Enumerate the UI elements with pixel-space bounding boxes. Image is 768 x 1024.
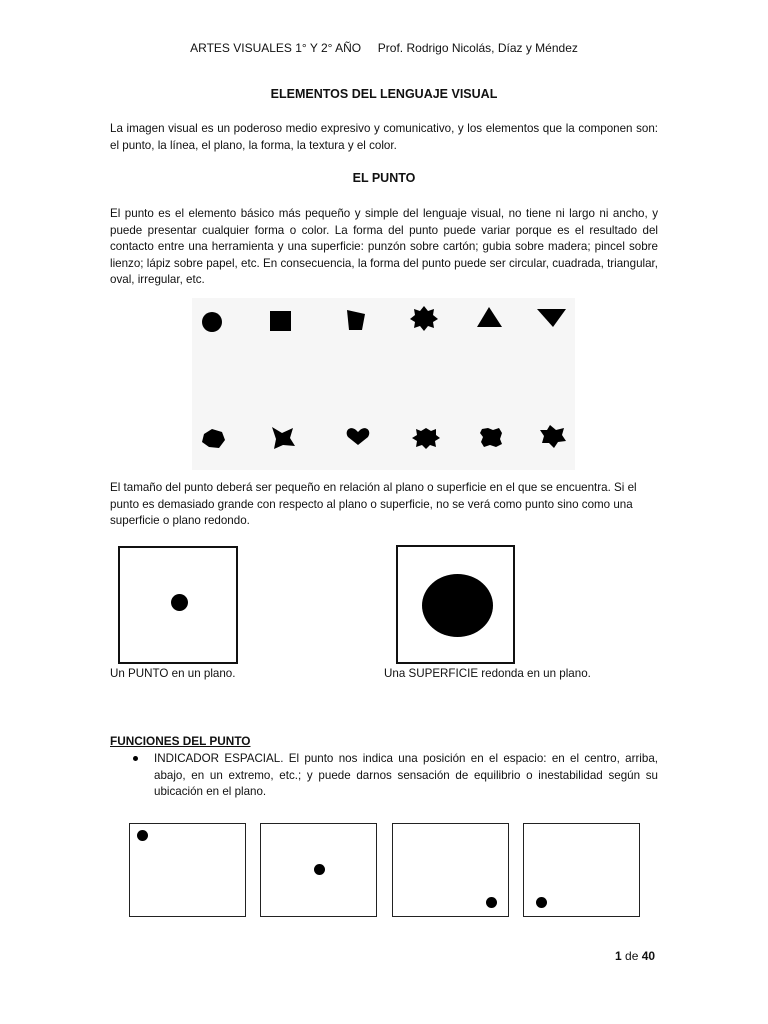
position-frame-bottom-left [523,823,640,917]
point-shapes-illustration [192,298,575,470]
rough-rect-dot [480,428,502,447]
punto-paragraph: El punto es el elemento básico más pequeño y simple del lenguaje visual, no tiene ni largo ni ancho, y puede presentar cualquier forma o color. La forma del punto puede variar porque es el resultado del contacto entre una herramienta y una superficie: punzón sobre cartón; gubia sobre madera; pincel sobre lienzo; lápiz sobre papel, etc. En consecuencia, la forma del punto puede ser circular, cuadrada, triangular, oval, irregular, etc. [110,207,658,286]
bullet-icon [133,756,138,761]
point-shapes-svg [192,298,575,470]
surface-plane-frame [396,545,515,664]
page-number [615,949,655,963]
teacher-label: Prof. Rodrigo Nicolás, Díaz y Méndez [377,41,578,55]
large-surface-dot [422,574,493,637]
position-dot [486,897,497,908]
inverted-triangle-dot [537,309,566,327]
point-plane-frame [118,546,238,664]
position-frame-center [260,823,377,917]
cross-dot [272,427,295,449]
circle-dot [202,312,222,332]
page-of-label: de [625,949,639,963]
current-page: 1 [615,949,622,963]
small-point-dot [171,594,188,611]
position-frame-bottom-right [392,823,509,917]
square-dot [270,311,291,331]
splat-dot [412,428,440,449]
rough-star-dot [540,425,566,448]
position-dot [314,864,325,875]
blob-dot [202,429,225,448]
caption-surface: Una SUPERFICIE redonda en un plano. [384,667,591,680]
course-label: ARTES VISUALES 1° Y 2° AÑO [190,41,362,55]
size-paragraph: El tamaño del punto deberá ser pequeño en relación al plano o superficie en el que se encuentra. Si el punto es demasiado grande con respecto al plano o superficie, no se verá como punto sino como una superficie o plano redondo. [110,481,637,527]
function-bullet-spatial: INDICADOR ESPACIAL. El punto nos indica una posición en el espacio: en el centro, arriba, abajo, en un extremo, etc.; y puede darnos sensación de equilibrio o inestabilidad según su ubicación en el plano. [154,752,658,798]
section-heading-punto: EL PUNTO [352,171,416,185]
star-dot [410,306,438,331]
page-header [0,41,768,55]
total-pages: 40 [641,949,656,963]
document-title: ELEMENTOS DEL LENGUAJE VISUAL [270,87,498,101]
quad-dot [347,310,365,330]
functions-heading: FUNCIONES DEL PUNTO [110,734,251,748]
heart-dot [347,428,370,445]
position-frame-top-left [129,823,246,917]
caption-point: Un PUNTO en un plano. [110,667,236,680]
position-dot [536,897,547,908]
position-dot [137,830,148,841]
intro-paragraph: La imagen visual es un poderoso medio expresivo y comunicativo, y los elementos que la componen son: el punto, la línea, el plano, la forma, la textura y el color. [110,122,658,152]
triangle-dot [477,307,502,327]
